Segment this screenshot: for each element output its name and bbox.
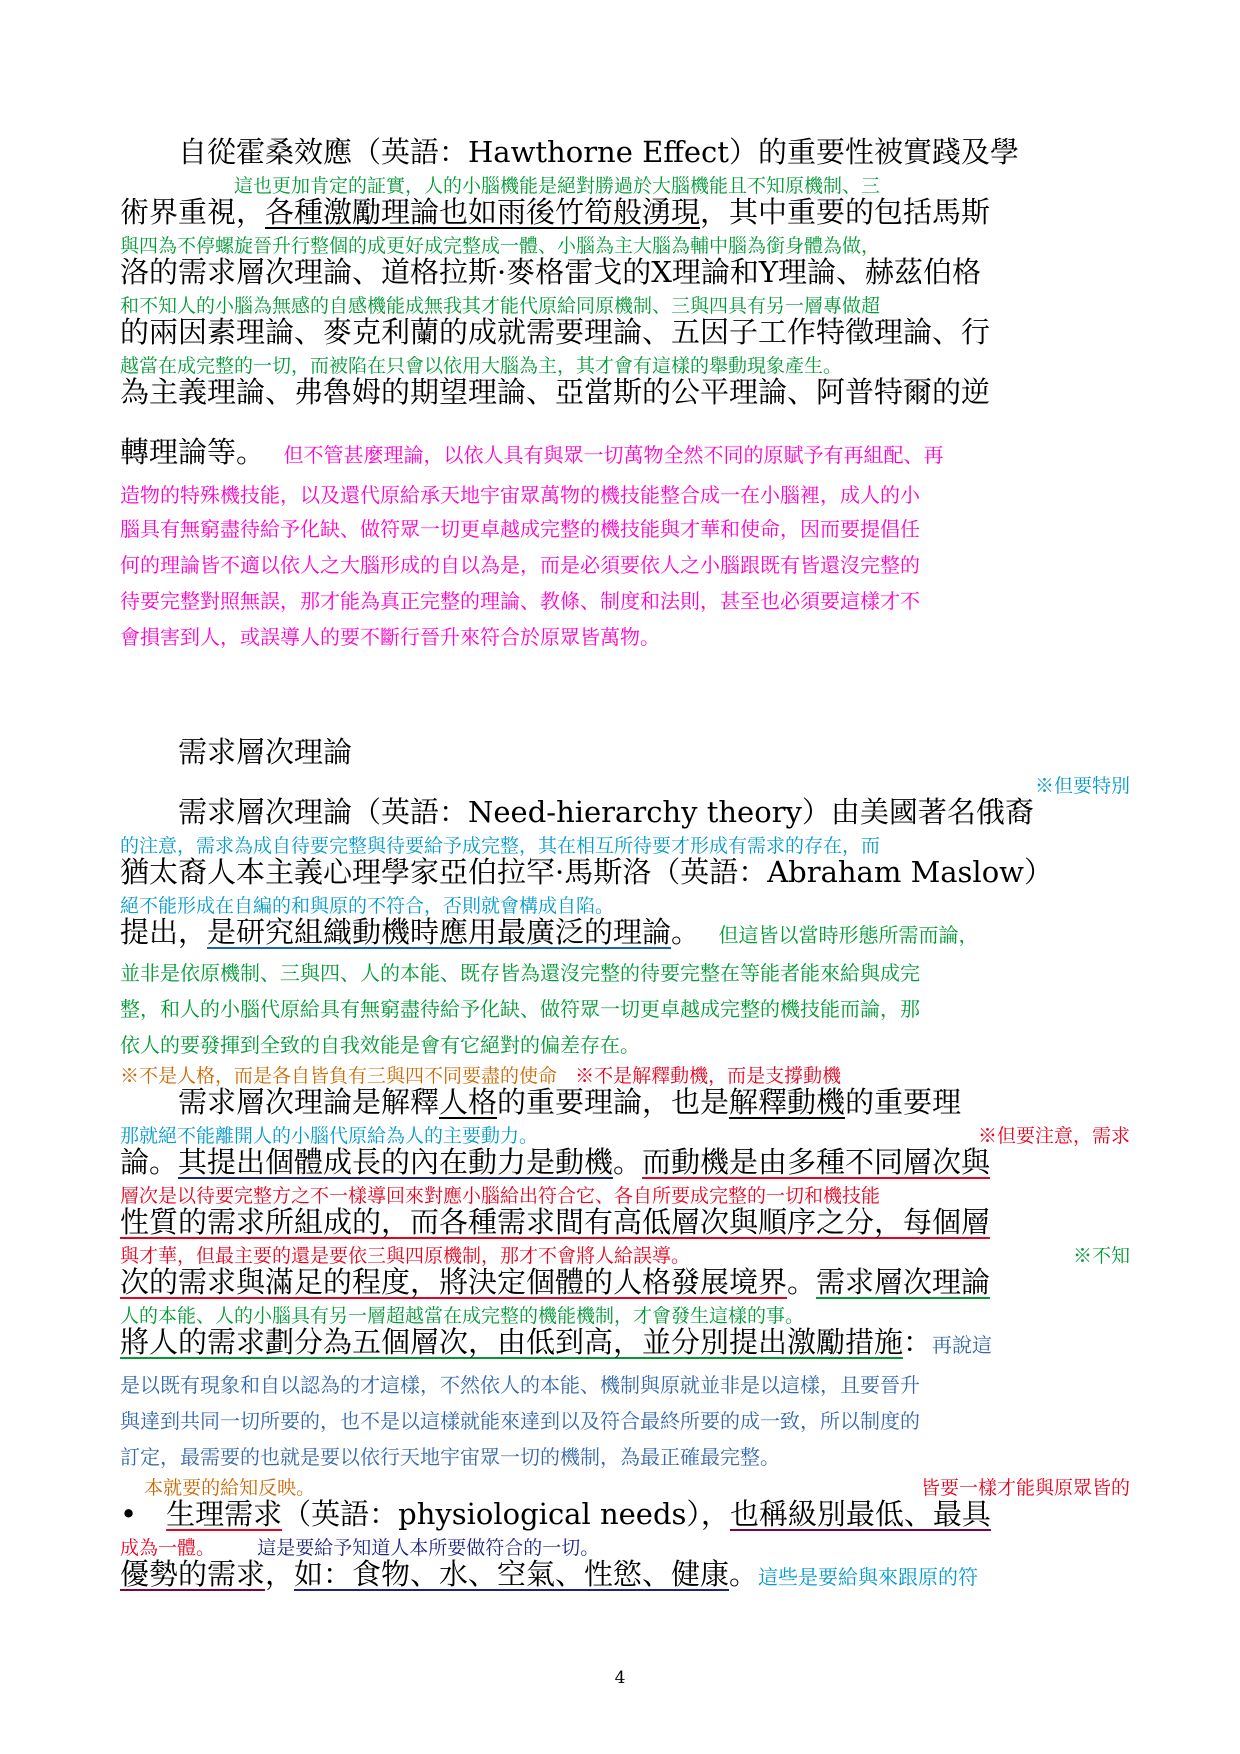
annotation-line [120,1538,1130,1560]
underlined-phrase: 各種激勵理論也如雨後竹筍般湧現 [265,196,701,229]
underlined-phrase: 人格 [439,1086,498,1119]
annotation-note: 與才華，但最主要的還是要依三與四原機制，那才不會將人給誤導。 [120,1246,691,1267]
page-number: 4 [614,1668,626,1688]
annotation-note: ※但要特別 [1034,776,1130,797]
commentary-line: 訂定，最需要的也就是要以依行天地宇宙眾一切的機制，為最正確最完整。 [120,1446,780,1469]
annotation-note: 本就要的給知反映。 [144,1478,316,1499]
body-line: 性質的需求所組成的，而各種需求間有高低層次與順序之分，每個層 [120,1206,991,1239]
underlined-phrase: 如：食物、水、空氣、性慾、健康 [294,1558,730,1591]
commentary-text: 這些是要給與來跟原的符 [758,1565,979,1589]
annotation-line: 和不知人的小腦為無感的自感機能成無我其才能代原給同原機制、三與四具有另一層專做超 [120,296,881,317]
annotation-note: ※但要注意，需求 [977,1126,1130,1147]
annotation-note: ※不知 [1072,1246,1130,1267]
commentary-line: 腦具有無窮盡待給予化缺、做符眾一切更卓越成完整的機技能與才華和使命，因而要提倡任 [120,518,920,541]
section-heading: 需求層次理論 [120,736,353,769]
body-line: 將人的需求劃分為五個層次，由低到高，並分別提出激勵措施：再說這 [120,1326,993,1359]
body-line: 為主義理論、弗魯姆的期望理論、亞當斯的公平理論、阿普特爾的逆 [120,376,991,409]
annotation-line [120,1066,1130,1088]
body-line: 的兩因素理論、麥克利蘭的成就需要理論、五因子工作特徵理論、行 [120,316,991,349]
commentary-line: 是以既有現象和自以認為的才這樣，不然依人的本能、機制與原就並非是以這樣，且要晉升 [120,1374,920,1397]
annotation-note: 那就絕不能離開人的小腦代原給為人的主要動力。 [120,1126,539,1147]
annotation-line: 這也更加肯定的証實，人的小腦機能是絕對勝過於大腦機能且不知原機制、三 [120,176,881,197]
underlined-phrase: 是研究組織動機時應用最廣泛的理論 [207,916,672,949]
annotation-note: ※不是人格，而是各自皆負有三與四不同要盡的使命 [120,1066,558,1087]
annotation-line: 越當在成完整的一切，而被陷在只會以依用大腦為主，其才會有這樣的舉動現象產生。 [120,356,843,377]
annotation-note: 這是要給予知道人本所要做符合的一切。 [257,1538,600,1559]
body-line: 優勢的需求，如：食物、水、空氣、性慾、健康。這些是要給與來跟原的符 [120,1558,979,1591]
underlined-phrase: 將人的需求劃分為五個層次，由低到高，並分別提出激勵措施 [120,1326,904,1359]
body-line: 次的需求與滿足的程度，將決定個體的人格發展境界。需求層次理論 [120,1266,991,1299]
commentary-line: 何的理論皆不適以依人之大腦形成的自以為是，而是必須要依人之小腦跟既有皆還沒完整的 [120,554,920,577]
body-line: • 生理需求（英語：physiological needs），也稱級別最低、最具 [120,1498,991,1531]
annotation-line: 與四為不停螺旋晉升行整個的成更好成完整成一體、小腦為主大腦為輔中腦為銜身體為做， [120,236,881,257]
annotation-note: 皆要一樣才能與原眾皆的 [920,1478,1130,1499]
annotation-line: 人的本能、人的小腦具有另一層超越當在成完整的機能機制，才會發生這樣的事。 [120,1306,805,1327]
commentary-text: 但這皆以當時形態所需而論， [718,923,979,947]
commentary-line: 整，和人的小腦代原給具有無窮盡待給予化缺、做符眾一切更卓越成完整的機技能而論，那 [120,998,920,1021]
body-line: 需求層次理論是解釋人格的重要理論，也是解釋動機的重要理 [120,1086,962,1119]
annotation-line: 層次是以待要完整方之不一樣導回來對應小腦給出符合它、各自所要成完整的一切和機技能 [120,1186,881,1207]
commentary-line: 造物的特殊機技能，以及還代原給承天地宇宙眾萬物的機技能整合成一在小腦裡，成人的小 [120,484,920,507]
bullet-icon: • [120,1498,167,1531]
commentary-line: 待要完整對照無誤，那才能為真正完整的理論、教條、制度和法則，甚至也必須要這樣才不 [120,590,920,613]
body-line: 自從霍桑效應（英語：Hawthorne Effect）的重要性被實踐及學 [120,136,1019,169]
commentary-line: 與達到共同一切所要的，也不是以這樣就能來達到以及符合最終所要的成一致，所以制度的 [120,1410,920,1433]
underlined-phrase: 解釋動機 [729,1086,846,1119]
underlined-phrase: 優勢的需求 [120,1558,266,1591]
annotation-note: ※不是解釋動機，而是支撐動機 [575,1066,842,1087]
underlined-phrase: 次的需求與滿足的程度，將決定個體的人格發展境界 [120,1266,788,1299]
underlined-phrase: 需求層次理論 [816,1266,991,1299]
commentary-text: 但不管甚麼理論，以依人具有與眾一切萬物全然不同的原賦予有再組配、再 [283,443,944,467]
commentary-line: 會損害到人，或誤導人的要不斷行晉升來符合於原眾皆萬物。 [120,626,660,649]
commentary-line: 依人的要發揮到全致的自我效能是會有它絕對的偏差存在。 [120,1034,640,1057]
body-line: 需求層次理論（英語：Need-hierarchy theory）由美國著名俄裔 [120,796,1034,829]
body-line: 洛的需求層次理論、道格拉斯·麥格雷戈的X理論和Y理論、赫茲伯格 [120,256,982,289]
underlined-phrase: 生理需求 [166,1498,283,1531]
annotation-line: 絕不能形成在自編的和與原的不符合，否則就會構成自陷。 [120,896,615,917]
commentary-line: 並非是依原機制、三與四、人的本能、既存皆為還沒完整的待要完整在等能者能來給與成完 [120,962,920,985]
body-line: 提出，是研究組織動機時應用最廣泛的理論。 但這皆以當時形態所需而論， [120,916,979,949]
body-line: 猶太裔人本主義心理學家亞伯拉罕·馬斯洛（英語：Abraham Maslow） [120,856,1053,889]
annotation-line [120,1478,1130,1500]
annotation-line [120,1126,1130,1148]
body-line: 論。其提出個體成長的內在動力是動機。而動機是由多種不同層次與 [120,1146,991,1179]
annotation-note: 成為一體。 [120,1538,216,1559]
annotation-line [120,1246,1130,1268]
commentary-text: 再說這 [932,1333,993,1357]
body-line: 轉理論等。 但不管甚麼理論，以依人具有與眾一切萬物全然不同的原賦予有再組配、再 [120,436,944,469]
underlined-phrase: 其提出個體成長的內在動力是動機 [178,1146,614,1179]
body-line: 術界重視，各種激勵理論也如雨後竹筍般湧現，其中重要的包括馬斯 [120,196,991,229]
underlined-phrase: 也稱級別最低、最具 [729,1498,991,1531]
annotation-line: 的注意，需求為成自待要完整與待要給予成完整，其在相互所待要才形成有需求的存在，而 [120,836,881,857]
underlined-phrase: 而動機是由多種不同層次與 [642,1146,991,1179]
